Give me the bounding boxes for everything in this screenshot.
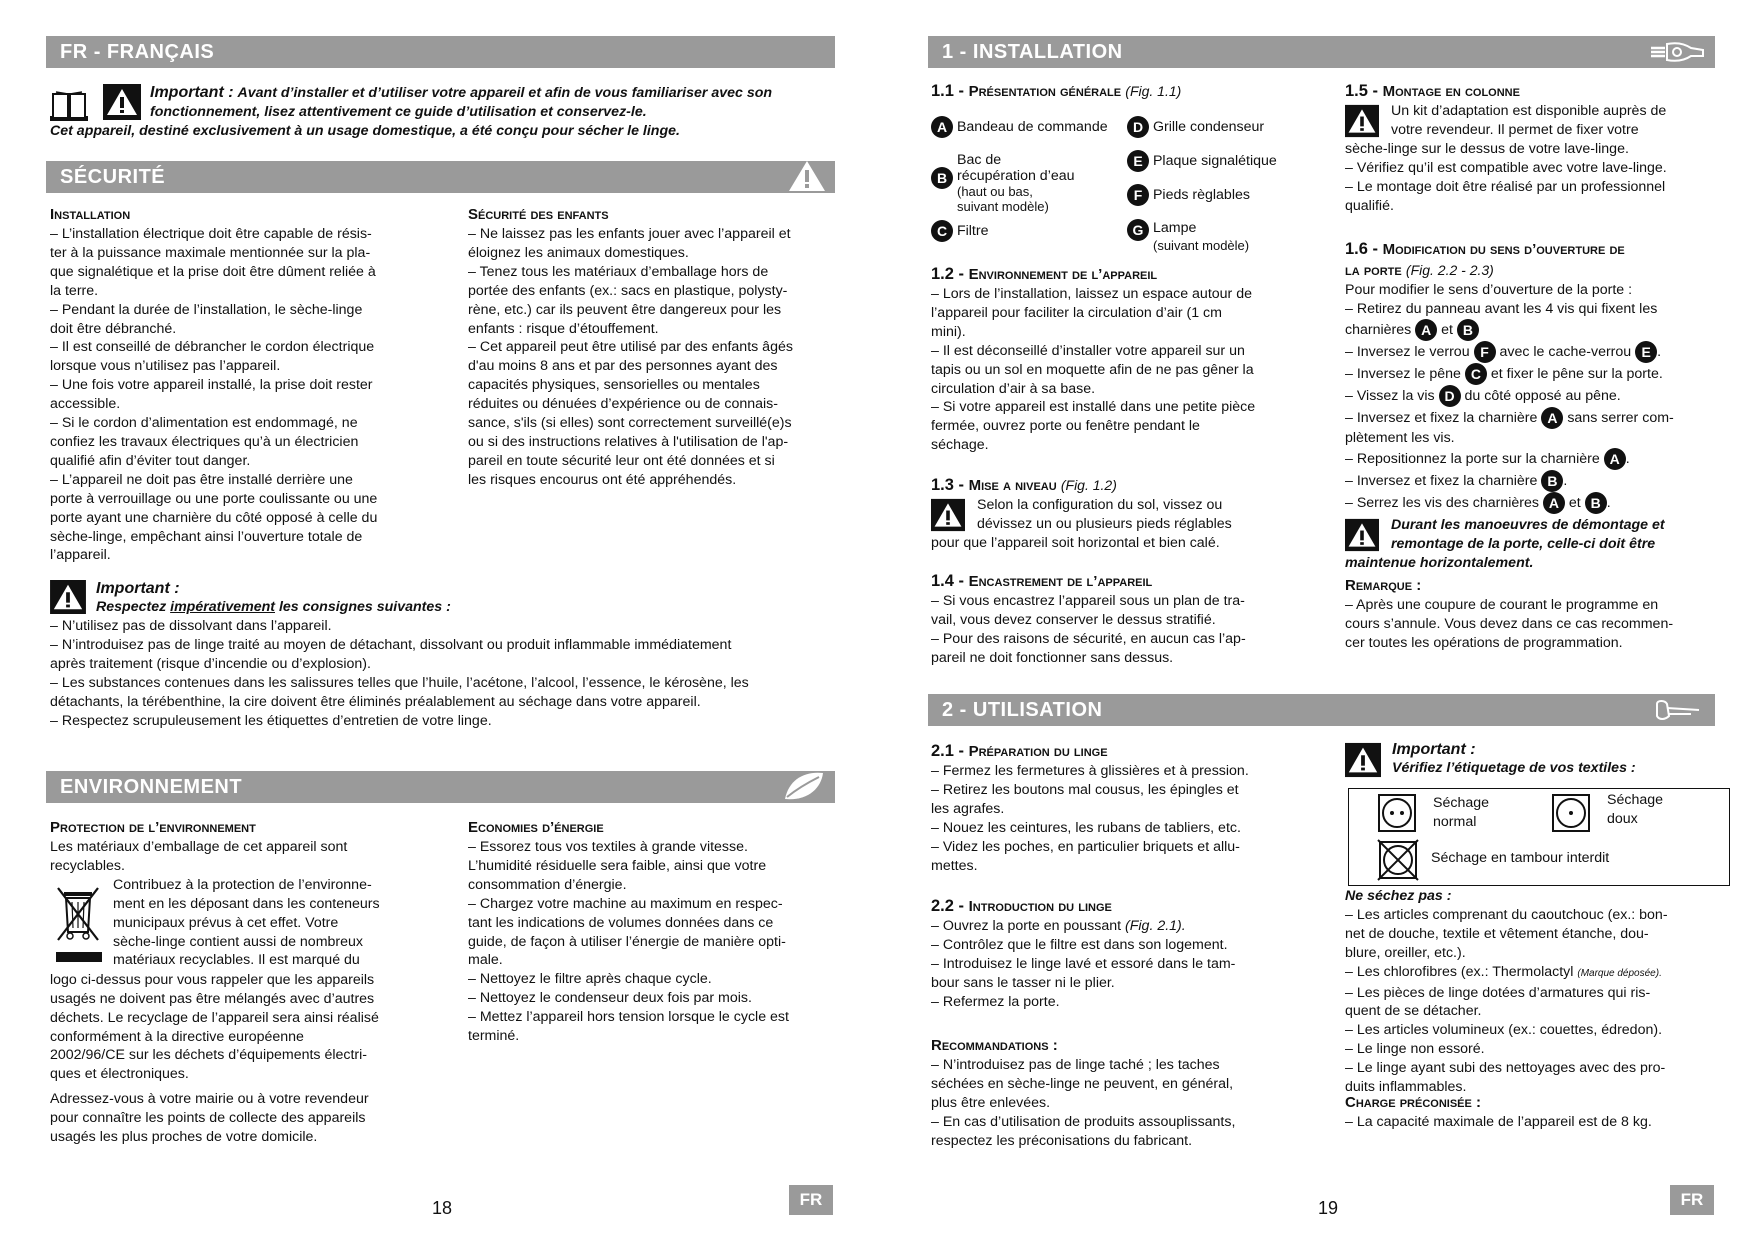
text-line: – Les substances contenues dans les salissures telles que l’huile, l’acétone, l’alcool, l’essence, le kérosène, les [50, 674, 749, 691]
part-b-label: récupération d’eau [957, 168, 1075, 184]
text-line: doit être débranché. [50, 320, 177, 337]
energie-text [468, 838, 833, 1046]
s22-text: – Ouvrez la porte en poussant [931, 918, 1126, 934]
marker-b-icon: B [1541, 470, 1563, 492]
enfants-section [468, 205, 833, 490]
securite-header-bar [46, 161, 835, 193]
s16-line: – Inversez et fixez la charnière B . [1345, 470, 1715, 492]
s11-title: Présentation générale [968, 83, 1122, 100]
leaf-icon [781, 769, 827, 803]
text-line: – Chargez votre machine au maximum en respec- [468, 895, 783, 912]
text-line: municipaux prévus à cet effet. Votre [113, 914, 339, 931]
part-b-label: Bac de [957, 152, 1002, 168]
text-line: la terre. [50, 282, 99, 299]
text-line: pareil en toute sécurité leur ont été données et si [468, 452, 775, 469]
care-doux-line: Séchage [1607, 792, 1664, 808]
remarque-text [1345, 596, 1715, 653]
text-line: matériaux recyclables. Il est marqué du [113, 952, 360, 969]
text-line: l’appareil. [50, 547, 111, 564]
text-line: mettes. [931, 857, 978, 874]
s16-line: – Inversez le verrou F avec le cache-verrou E . [1345, 341, 1715, 363]
text-line: – Cet appareil peut être utilisé par des enfants âgés [468, 339, 793, 356]
s16-text: – Inversez le pêne [1345, 365, 1461, 382]
env-header-bar [46, 771, 835, 803]
text-line: logo ci-dessus pour vous rappeler que les appareils [50, 971, 375, 988]
text-line: ment en les déposant dans les conteneurs [113, 895, 380, 912]
s16-text: – Inversez et fixez la charnière [1345, 472, 1538, 489]
s12-text [931, 285, 1293, 455]
s16-line: plètement les vis. [1345, 429, 1455, 446]
text-line: – En cas d’utilisation de produits assouplissants, [931, 1113, 1236, 1130]
text-line: – Nettoyez le condenseur deux fois par mois. [468, 990, 752, 1007]
text-line: éloignez les animaux domestiques. [468, 244, 689, 261]
text-line: respectez les préconisations du fabricant. [931, 1132, 1193, 1149]
s16-text: – Repositionnez la porte sur la charnière [1345, 450, 1600, 467]
text-line: – Le linge ayant subi des nettoyages avec des pro- [1345, 1060, 1666, 1077]
s15-section [1345, 81, 1715, 215]
protection-text [50, 971, 415, 1084]
text-line: bour sans le tasser ni le plier. [931, 974, 1115, 991]
text-line: – Nettoyez le filtre après chaque cycle. [468, 971, 712, 988]
s16-warn-line: Durant les manoeuvres de démontage et [1391, 517, 1665, 534]
right-lang-badge: FR [1670, 1185, 1714, 1215]
marker-f-icon: F [1127, 184, 1149, 206]
important2-title: Important : [96, 580, 180, 597]
protection-text [50, 1090, 415, 1147]
text-line: tapis ou un sol en moquette afin de ne pas gêner la [931, 361, 1254, 378]
text-line: cer toutes les opérations de programmation. [1345, 634, 1623, 651]
text-line: Les matériaux d’emballage de cet appareil sont [50, 839, 348, 855]
hand-pointer-icon [1651, 696, 1707, 724]
text-line: – Mettez l’appareil hors tension lorsque le cycle est [468, 1009, 789, 1026]
s16-warn-line: maintenue horizontalement. [1345, 555, 1534, 572]
important2-sub-b: impérativement [170, 599, 275, 615]
s21-section [931, 741, 1293, 875]
protection-text [113, 876, 415, 971]
s16-num: 1.6 - [1345, 240, 1383, 258]
text-line: – N’introduisez pas de linge traité au moyen de détachant, dissolvant ou produit inflammable immédiatement [50, 636, 732, 653]
text-line: male. [468, 952, 503, 969]
s16-line: – Repositionnez la porte sur la charnière A . [1345, 448, 1715, 470]
intro-line: Cet appareil, destiné exclusivement à un usage domestique, a été conçu pour sécher le linge. [50, 123, 680, 139]
s16-text: charnières [1345, 321, 1412, 338]
marker-c-icon: C [931, 220, 953, 242]
text-line: après traitement (risque d’incendie ou d’explosion). [50, 655, 371, 672]
part-g-label: Lampe [1153, 220, 1197, 236]
important3-title: Important : [1392, 741, 1476, 758]
s12-num: 1.2 - [931, 265, 969, 283]
important2-text [50, 617, 836, 730]
warning-icon [1345, 742, 1381, 778]
tumble-dry-low-icon [1551, 793, 1591, 833]
care-normal-label [1433, 794, 1489, 832]
text-line: quent de se détacher. [1345, 1003, 1482, 1020]
s13-line: pour que l’appareil soit horizontal et bien calé. [931, 534, 1220, 551]
s16-line: – Serrez les vis des charnières A et B . [1345, 492, 1715, 514]
reco-section [931, 1036, 1293, 1151]
text-line: – Lors de l’installation, laissez un espace autour de [931, 286, 1252, 302]
text-line: – Pour des raisons de sécurité, en aucun cas l’ap- [931, 630, 1246, 647]
text-line: vail, vous devez conserver le dessus stratifié. [931, 611, 1216, 628]
enfants-text [468, 225, 833, 490]
s14-title: Encastrement de l’appareil [968, 573, 1153, 590]
text-line: conformément à la directive européenne [50, 1028, 304, 1045]
install-header-bar [928, 36, 1715, 68]
s15-num: 1.5 - [1345, 82, 1383, 100]
text-line: – Il est conseillé de débrancher le cordon électrique [50, 339, 375, 356]
text-line: que signalétique et la prise doit être dûment reliée à [50, 263, 376, 280]
text-line: séchées en sèche-linge ne peuvent, en général, [931, 1075, 1234, 1092]
marker-f-icon: F [1474, 341, 1496, 363]
text-line: – Nouez les ceintures, les rubans de tabliers, etc. [931, 819, 1241, 836]
text-line: portée des enfants (ex.: sacs en plastique, polysty- [468, 282, 788, 299]
warning-icon [1345, 518, 1379, 552]
left-header-title: FR - FRANÇAIS [60, 41, 215, 63]
s13-num: 1.3 - [931, 476, 969, 494]
text-line: porte à verrouillage ou une porte coulissante ou une [50, 490, 378, 507]
text-line: – Tenez tous les matériaux d’emballage hors de [468, 263, 769, 280]
marker-e-icon: E [1127, 150, 1149, 172]
warning-icon [103, 84, 141, 120]
marker-b-icon: B [1457, 319, 1479, 341]
care-normal-line: normal [1433, 813, 1477, 830]
text-line: tant les indications de volumes données dans ce [468, 914, 774, 931]
part-g-note: (suivant modèle) [1153, 237, 1250, 253]
weee-bin-icon [54, 882, 104, 966]
text-line: les risques encourus ont été appréhendés. [468, 471, 737, 488]
s16-intro: Pour modifier le sens d’ouverture de la porte : [1345, 282, 1633, 298]
securite-header-title: SÉCURITÉ [60, 166, 166, 188]
marker-d-icon: D [1439, 385, 1461, 407]
text-line: ter à la puissance maximale mentionnée sur la pla- [50, 244, 371, 261]
intro-line: Avant d’installer et d’utiliser votre appareil et afin de vous familiariser avec son [237, 85, 773, 101]
s16-line [1345, 385, 1715, 407]
charge-section [1345, 1093, 1715, 1132]
important2-sub-a: Respectez [96, 599, 171, 615]
s16-line [1345, 407, 1715, 429]
text-line: Adressez-vous à votre mairie ou à votre revendeur [50, 1091, 369, 1108]
text-line: porte ayant une charnière du côté opposé à celle du [50, 509, 378, 526]
text-line: – L’appareil ne doit pas être installé derrière une [50, 471, 353, 488]
nesechez-marque: (Marque déposée). [1577, 967, 1662, 979]
charge-text: – La capacité maximale de l’appareil est de 8 kg. [1345, 1114, 1652, 1130]
energie-title: Economies d’énergie [468, 819, 604, 836]
text-line: – Retirez les boutons mal cousus, les épingles et [931, 781, 1239, 798]
manual-book-icon [50, 88, 88, 122]
s16-text: – Inversez et fixez la charnière [1345, 409, 1538, 426]
part-d-label: Grille condenseur [1152, 118, 1265, 135]
marker-e-icon: E [1635, 341, 1657, 363]
s13-line: dévissez un ou plusieurs pieds réglables [977, 515, 1232, 532]
text-line: net de douche, textile et vêtement étanche, dou- [1345, 925, 1649, 942]
s16-line: – Retirez du panneau avant les 4 vis qui fixent les [1345, 300, 1658, 317]
nesechez-text [1345, 984, 1715, 1097]
text-line: – L’installation électrique doit être capable de résis- [50, 226, 372, 242]
warning-icon [1345, 104, 1379, 138]
s11-heading [931, 81, 1181, 102]
text-line: déchets. Le recyclage de l’appareil sera ainsi réalisé [50, 1009, 379, 1026]
text-line: recyclables. [50, 857, 125, 874]
s13-ref: (Fig. 1.2) [1060, 477, 1117, 493]
marker-a-icon: A [1415, 319, 1437, 341]
text-line: usagés ne doivent pas être mélangés avec d’autres [50, 990, 375, 1007]
s16-text: avec le cache-verrou [1499, 343, 1632, 360]
text-line: – Une fois votre appareil installé, la prise doit rester [50, 377, 373, 394]
part-e [1127, 150, 1277, 172]
s13-title: Mise a niveau [968, 477, 1057, 494]
nesechez-section [1345, 887, 1715, 1097]
marker-g-icon: G [1127, 219, 1149, 241]
util-header-title: 2 - UTILISATION [942, 699, 1103, 721]
text-line: – N’utilisez pas de dissolvant dans l’appareil. [50, 618, 332, 634]
s16-section [1345, 239, 1715, 573]
s13-line: Selon la configuration du sol, vissez ou [977, 497, 1223, 513]
text-line: sance, s'ils (si elles) sont correctement surveillé(e)s [468, 415, 792, 432]
text-line: guide, de façon à utiliser l’énergie de manière opti- [468, 933, 786, 950]
marker-d-icon: D [1127, 116, 1149, 138]
text-line: – Contrôlez que le filtre est dans son logement. [931, 936, 1228, 953]
util-header-bar [928, 694, 1715, 726]
s14-num: 1.4 - [931, 572, 969, 590]
installation-section [50, 205, 415, 565]
s22-num: 2.2 - [931, 897, 969, 915]
s15-line: Un kit d’adaptation est disponible auprès de [1391, 103, 1667, 119]
text-line: – Le linge non essoré. [1345, 1041, 1485, 1058]
part-c [931, 220, 988, 242]
text-line: pareil ne doit fonctionner sans dessus. [931, 649, 1174, 666]
marker-a-icon: A [931, 116, 953, 138]
part-a-label: Bandeau de commande [956, 118, 1108, 135]
s11-num: 1.1 - [931, 82, 969, 100]
text-line: les agrafes. [931, 800, 1005, 817]
text-line: pour connaître les points de collecte des appareils [50, 1110, 366, 1127]
text-line: fermée, ouvrez porte ou fenêtre pendant le [931, 418, 1200, 435]
part-f [1127, 184, 1250, 206]
reco-text [931, 1056, 1293, 1151]
text-line: terminé. [468, 1028, 520, 1045]
s21-text [931, 762, 1293, 875]
text-line: – Après une coupure de courant le programme en [1345, 597, 1659, 613]
care-doux-line: doux [1607, 810, 1638, 827]
s15-line: – Vérifiez qu’il est compatible avec votre lave-linge. [1345, 159, 1667, 176]
s14-section [931, 571, 1293, 668]
text-line: – Pendant la durée de l’installation, le sèche-linge [50, 301, 363, 318]
text-line: – Fermez les fermetures à glissières et à pression. [931, 763, 1249, 779]
s11-ref: (Fig. 1.1) [1125, 83, 1182, 99]
text-line: circulation d’air à sa base. [931, 380, 1096, 397]
care-interdit-label: Séchage en tambour interdit [1431, 850, 1610, 866]
text-line: mini). [931, 323, 966, 340]
s22-section [931, 896, 1293, 1012]
part-c-label: Filtre [956, 222, 989, 239]
left-page-number: 18 [432, 1198, 453, 1218]
protection-section [50, 818, 415, 1147]
text-line: réduites ou dénuées d’expérience ou de connais- [468, 396, 778, 413]
important3-block [1392, 740, 1636, 778]
part-f-label: Pieds règlables [1152, 186, 1250, 203]
text-line: duits inflammables. [1345, 1079, 1467, 1096]
left-header-bar [46, 36, 835, 68]
nesechez-text [1345, 906, 1715, 963]
left-lang-badge: FR [789, 1185, 833, 1215]
marker-b-icon: B [931, 167, 953, 189]
care-normal-line: Séchage [1433, 795, 1490, 811]
text-line: – Les articles comprenant du caoutchouc (ex.: bon- [1345, 906, 1668, 923]
text-line: 2002/96/CE sur les déchets d’équipements électri- [50, 1047, 368, 1064]
s16-text: – Vissez la vis [1345, 387, 1435, 404]
s15-line: sèche-linge sur le dessus de votre lave-linge. [1345, 140, 1629, 157]
text-line: qualifié afin d’éviter tout danger. [50, 452, 251, 469]
s15-line: votre revendeur. Il permet de fixer votre [1391, 121, 1639, 138]
care-label-box [1348, 788, 1730, 886]
text-line: Contribuez à la protection de l’environne- [113, 876, 372, 893]
text-line: – Si votre appareil est installé dans une petite pièce [931, 399, 1256, 416]
s16-title2: la porte [1345, 262, 1402, 279]
s12-title: Environnement de l’appareil [968, 266, 1158, 283]
text-line: L’humidité résiduelle sera faible, ainsi que votre [468, 857, 767, 874]
text-line: lorsque vous n’utilisez pas l’appareil. [50, 358, 281, 375]
text-line: séchage. [931, 437, 989, 454]
s21-title: Préparation du linge [968, 743, 1108, 760]
important3-sub: Vérifiez l’étiquetage de vos textiles : [1392, 760, 1636, 776]
important2-block [96, 579, 836, 617]
text-line: – Refermez la porte. [931, 993, 1060, 1010]
s12-section [931, 264, 1293, 455]
text-line: – N’introduisez pas de linge taché ; les taches [931, 1057, 1220, 1073]
warning-icon [50, 580, 86, 614]
part-e-label: Plaque signalétique [1152, 152, 1277, 169]
text-line: plus être enlevées. [931, 1094, 1051, 1111]
text-line: – Les pièces de linge dotées d’armatures qui ris- [1345, 984, 1651, 1001]
text-line: sèche-linge, empêchant ainsi l’ouverture totale de [50, 528, 363, 545]
text-line: rène, etc.) car ils peuvent être dangereux pour les [468, 301, 782, 318]
text-line: sèche-linge contient aussi de nombreux [113, 933, 364, 950]
s15-title: Montage en colonne [1382, 83, 1520, 100]
text-line: – Essorez tous vos textiles à grande vitesse. [468, 839, 748, 855]
installation-text [50, 225, 415, 565]
part-b-note: (haut ou bas, [957, 184, 1033, 199]
protection-title: Protection de l’environnement [50, 819, 256, 836]
installation-title: Installation [50, 206, 131, 223]
text-line: – Les articles volumineux (ex.: couettes, édredon). [1345, 1022, 1663, 1039]
s16-ref: (Fig. 2.2 - 2.3) [1405, 262, 1494, 278]
text-line: capacités physiques, sensorielles ou mentales [468, 377, 760, 394]
s16-text: et [1441, 321, 1453, 338]
marker-b-icon: B [1585, 492, 1607, 514]
s15-line: qualifié. [1345, 197, 1394, 214]
s22-ref: (Fig. 2.1). [1125, 918, 1186, 934]
part-g [1127, 219, 1250, 253]
no-tumble-dry-icon [1377, 839, 1419, 881]
energie-section [468, 818, 833, 1046]
intro-line: fonctionnement, lisez attentivement ce guide d’utilisation et conservez-le. [150, 103, 647, 120]
text-line: ques et électroniques. [50, 1066, 189, 1083]
tumble-dry-normal-icon [1377, 793, 1417, 833]
s16-warn-line: remontage de la porte, celle-ci doit être [1391, 536, 1656, 553]
text-line: usagés les plus proches de votre domicile. [50, 1129, 318, 1146]
text-line: – Si vous encastrez l’appareil sous un plan de tra- [931, 593, 1245, 609]
text-line: ou si des instructions relatives à l'utilisation de l'ap- [468, 433, 789, 450]
text-line: l’appareil pour faciliter la circulation d’air (1 cm [931, 304, 1222, 321]
text-line: d'au moins 8 ans et par des personnes ayant des [468, 358, 778, 375]
s22-line [931, 917, 1293, 936]
text-line: – Il est déconseillé d’installer votre appareil sur un [931, 342, 1245, 359]
care-doux-label [1607, 791, 1663, 829]
part-d [1127, 116, 1264, 138]
important2-sub-c: les consignes suivantes : [275, 599, 451, 615]
s21-num: 2.1 - [931, 742, 969, 760]
s16-title: Modification du sens d’ouverture de [1382, 241, 1625, 258]
warning-icon [931, 498, 965, 532]
enfants-title: Sécurité des enfants [468, 206, 609, 223]
s16-text: sans serrer com- [1567, 409, 1674, 426]
text-line: détachants, la térébenthine, la cire doivent être éliminés préalablement au séchage dans votre appareil. [50, 693, 701, 710]
text-line: consommation d’énergie. [468, 876, 627, 893]
text-line: – Videz les poches, en particulier briquets et allu- [931, 838, 1240, 855]
nesechez-chloro-text: – Les chlorofibres (ex.: Thermolactyl [1345, 963, 1578, 980]
marker-c-icon: C [1465, 363, 1487, 385]
text-line: – Respectez scrupuleusement les étiquettes d’entretien de votre linge. [50, 712, 492, 729]
part-a [931, 116, 1108, 138]
s16-text: – Inversez le verrou [1345, 343, 1470, 360]
s22-text [931, 936, 1293, 1012]
intro-block [150, 84, 835, 122]
nesechez-chloro [1345, 963, 1715, 984]
s16-line [1345, 363, 1715, 385]
text-line: enfants : risque d’étouffement. [468, 320, 659, 337]
text-line: accessible. [50, 396, 121, 413]
part-b-note: suivant modèle) [957, 199, 1049, 214]
remarque-title: Remarque : [1345, 577, 1422, 594]
charge-title: Charge préconisée : [1345, 1094, 1482, 1111]
important2-sub [96, 598, 836, 617]
text-line: – Si le cordon d’alimentation est endommagé, ne [50, 415, 358, 432]
s16-text: – Serrez les vis des charnières [1345, 495, 1539, 512]
s14-text [931, 592, 1293, 668]
install-header-title: 1 - INSTALLATION [942, 41, 1123, 63]
text-line: blure, oreiller, etc.). [1345, 944, 1466, 961]
s16-line [1345, 319, 1715, 341]
right-page-number: 19 [1318, 1198, 1339, 1218]
env-header-title: ENVIRONNEMENT [60, 776, 243, 798]
text-line: cours s’annule. Vous devez dans ce cas recommen- [1345, 615, 1674, 632]
nesechez-title: Ne séchez pas : [1345, 888, 1452, 904]
s15-line: – Le montage doit être réalisé par un professionnel [1345, 178, 1666, 195]
s16-text: et [1568, 495, 1581, 512]
s13-section [931, 475, 1293, 553]
warning-triangle-icon [787, 159, 827, 193]
wrench-hand-icon [1647, 38, 1707, 66]
s16-text: et fixer le pêne sur la porte. [1490, 365, 1663, 382]
s16-text: du côté opposé au pêne. [1464, 387, 1621, 404]
marker-a-icon: A [1604, 448, 1626, 470]
marker-a-icon: A [1543, 492, 1565, 514]
protection-text [50, 838, 415, 876]
s22-title: Introduction du linge [968, 898, 1112, 915]
reco-title: Recommandations : [931, 1037, 1058, 1054]
text-line: confiez les travaux électriques qu’à un électricien [50, 433, 359, 450]
text-line: – Ne laissez pas les enfants jouer avec l’appareil et [468, 226, 791, 242]
remarque-section [1345, 576, 1715, 653]
intro-important-label: Important : [150, 84, 234, 101]
marker-a-icon: A [1541, 407, 1563, 429]
text-line: – Introduisez le linge lavé et essoré dans le tam- [931, 955, 1236, 972]
